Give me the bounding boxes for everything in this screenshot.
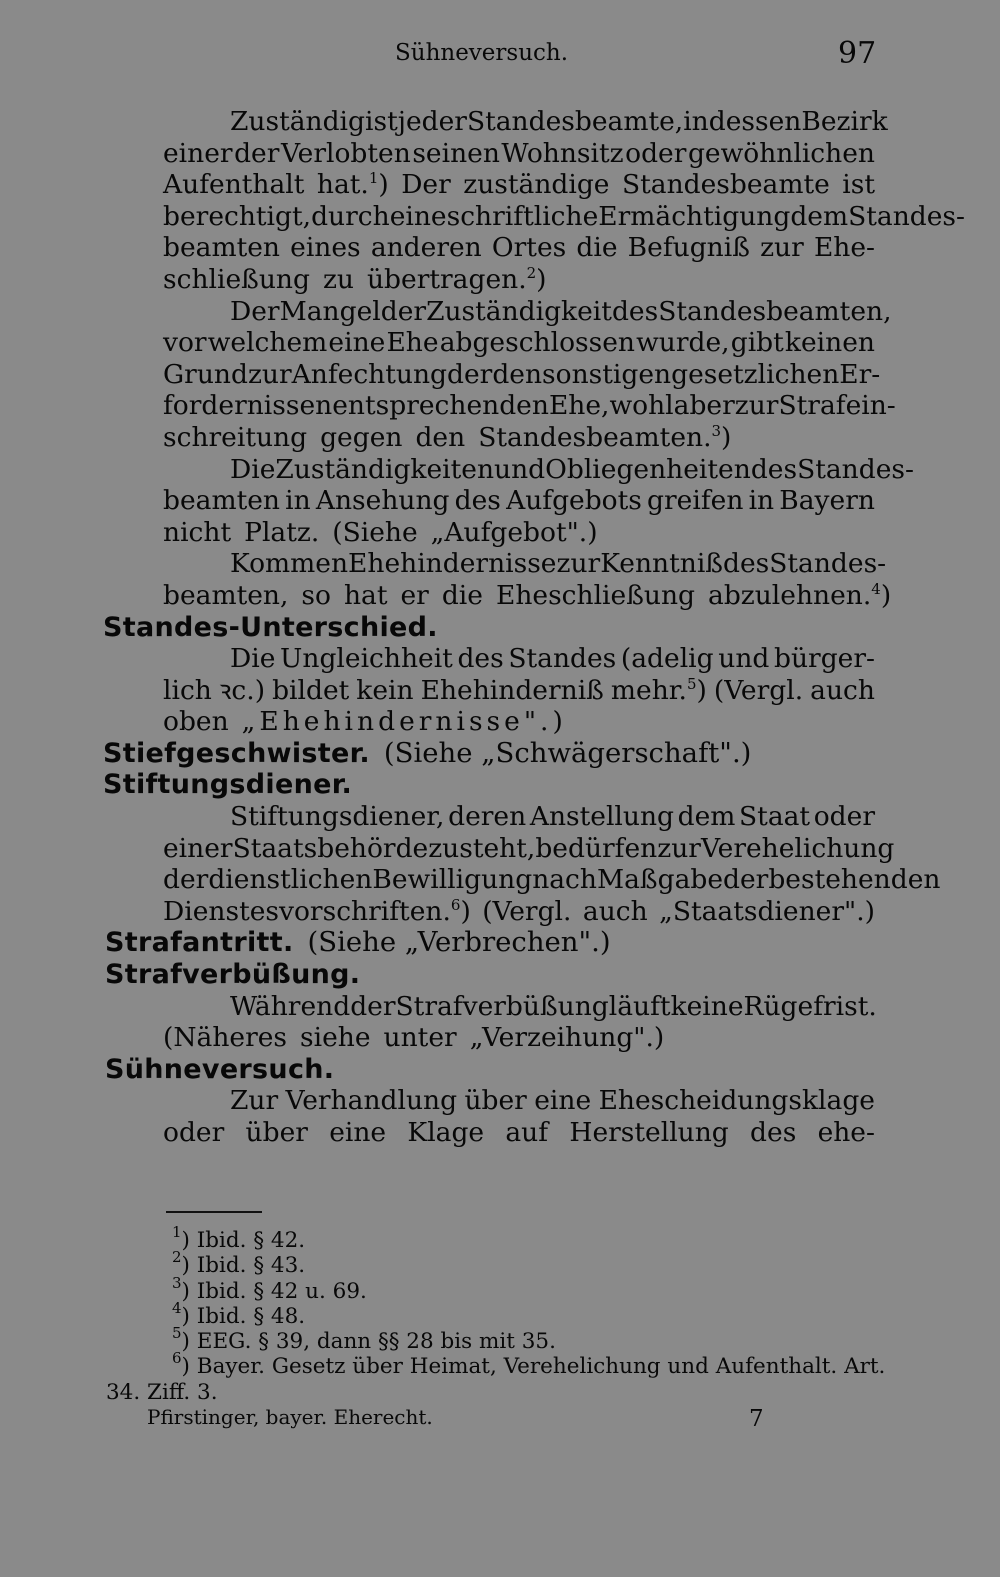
footnote: $^6$) Bayer. Gesetz über Heimat, Verehelichung und Aufenthalt. Art. [172, 1349, 886, 1380]
word: zur [734, 390, 779, 422]
sheet-number: 7 [749, 1406, 764, 1432]
word: dessen [708, 106, 802, 137]
text-line [230, 106, 888, 138]
word: Standesbeamten.$^3$) [478, 421, 732, 453]
word: „Aufgebot".) [430, 516, 598, 548]
word: „Staatsdiener".) [659, 895, 875, 927]
text-line [163, 864, 941, 896]
footnote-ref: 1 [368, 169, 379, 188]
heading-term: Stiefgeschwister. [103, 737, 370, 769]
word: Ansehung [315, 485, 450, 517]
word: sonstigen [542, 358, 672, 390]
word: vor [163, 327, 207, 359]
word: gibt [730, 327, 784, 359]
word: nicht [163, 516, 232, 548]
footnote-number: 1 [172, 1223, 182, 1241]
word: auf [505, 1117, 549, 1148]
word: (Vergl. [713, 674, 804, 706]
word: über [245, 1117, 308, 1148]
word: eine [534, 1085, 592, 1117]
word: läuft [608, 990, 671, 1022]
word: ist [842, 169, 875, 201]
word: Strafverbüßung [395, 990, 609, 1022]
text-line [163, 422, 875, 454]
footnote-number: 3 [172, 1273, 182, 1292]
footnote-number: 6 [172, 1349, 182, 1368]
word: Zuständigkeit [426, 295, 612, 327]
word: beamten, [163, 579, 289, 611]
text-line [163, 896, 875, 928]
word: er [400, 579, 429, 611]
word: welchem [207, 327, 328, 359]
word: Ehescheidungsklage [598, 1085, 875, 1117]
text-line [163, 832, 895, 865]
footnote: $^3$) Ibid. § 42 u. 69. [172, 1273, 367, 1304]
heading-term: Strafverbüßung. [105, 959, 361, 991]
word: zur [247, 358, 292, 390]
word: Verlobten [280, 137, 411, 169]
word: des [750, 453, 798, 485]
text-line [163, 517, 875, 549]
word: Der [401, 169, 451, 201]
footnote-number: 5 [172, 1324, 182, 1343]
word: schreitung [163, 421, 308, 453]
word: Herstellung [569, 1117, 729, 1148]
word: Ermächtigung [598, 200, 791, 232]
word: Standes- [769, 548, 887, 580]
word: den [492, 358, 543, 390]
footnote-text: Ibid. § 42 u. 69. [196, 1278, 367, 1304]
text-line [230, 643, 875, 675]
text-line [163, 264, 875, 296]
entry-heading [103, 612, 883, 644]
word: Standesbeamte, [466, 106, 684, 137]
word: übertragen.$^2$) [366, 263, 547, 295]
text-line [163, 327, 875, 359]
word: schließung [163, 263, 310, 295]
footnote-ref: 6 [450, 895, 461, 914]
footnote: $^1$) Ibid. § 42. [172, 1223, 306, 1253]
word: und [718, 643, 770, 675]
word: seinen [412, 137, 500, 169]
word: keinen [784, 327, 875, 359]
word: und [494, 453, 546, 485]
text-line [230, 1085, 875, 1117]
word: hat.$^1$) [316, 169, 389, 201]
word: keine [670, 990, 744, 1022]
word: Die [230, 643, 276, 675]
word: Ehehinderniß [420, 674, 604, 706]
word: einer [163, 832, 233, 864]
text-line [163, 169, 875, 201]
word: oder [813, 801, 875, 833]
word: Grund [163, 358, 248, 390]
heading-term: Standes-Unterschied. [103, 611, 438, 643]
footnote-text: 34. Ziff. 3. [106, 1379, 218, 1405]
word: Rügefrist. [743, 990, 877, 1022]
word: abgeschlossen [439, 327, 635, 359]
word: des [723, 548, 770, 580]
heading-term: Strafantritt. [105, 927, 294, 959]
cross-reference: (Siehe „Schwägerschaft".) [383, 736, 752, 769]
text-line [163, 675, 875, 707]
footnote-ref: 5 [686, 674, 697, 693]
word: Platz. [244, 516, 320, 548]
word: beamten [163, 485, 280, 517]
word: Kommen [230, 548, 349, 580]
word: Strafein- [778, 390, 896, 422]
word: Anstellung [529, 801, 674, 833]
word: (adelig [620, 643, 714, 675]
word: eines [290, 232, 361, 264]
word: zu [322, 263, 354, 295]
word: Obliegenheiten [545, 453, 751, 485]
word: durch [311, 200, 390, 232]
footnote: $^5$) EEG. § 39, dann §§ 28 bis mit 35. [172, 1324, 556, 1355]
footnote-number: 4 [172, 1298, 182, 1317]
word: den [415, 421, 466, 453]
word: nach [532, 864, 597, 896]
footnote-marker [172, 1299, 182, 1317]
footnote-marker [172, 1349, 182, 1367]
word: die [576, 232, 618, 264]
text-line [163, 232, 875, 264]
word: ꝛc.) [218, 674, 266, 706]
word: Standes [508, 643, 617, 675]
text-line [230, 295, 892, 328]
footnote-rule [166, 1211, 262, 1213]
heading-term: Sühneversuch. [105, 1053, 335, 1085]
footnote-marker [172, 1248, 182, 1266]
footnote [106, 1380, 892, 1405]
entry-heading [103, 769, 883, 801]
word: gewöhnlichen [687, 137, 875, 169]
word: des [750, 1117, 797, 1148]
word: des [611, 295, 659, 327]
word: so [301, 579, 331, 611]
text-line [230, 991, 875, 1023]
word: abzulehnen.$^4$) [708, 579, 892, 611]
page-number: 97 [838, 36, 877, 71]
footnote-text: Ibid. § 42. [196, 1228, 306, 1253]
word: bestehenden [768, 864, 941, 896]
word: Maßgabe [596, 864, 724, 896]
word: Zur [230, 1085, 279, 1117]
word: Wohnsitz [501, 137, 624, 169]
word: greifen [647, 485, 744, 517]
word: eine [389, 200, 447, 232]
text-line [163, 1117, 875, 1149]
word: Stiftungsdiener, [230, 801, 445, 833]
word: anderen [370, 232, 482, 264]
footnote-marker [172, 1274, 182, 1292]
footnote-text: Bayer. Gesetz über Heimat, Verehelichung und Aufenthalt. Art. [196, 1354, 886, 1380]
word: wohl [609, 390, 674, 422]
word: Standes- [848, 200, 965, 232]
word: unter [383, 1022, 457, 1054]
entry-heading [103, 738, 883, 770]
running-title: Sühneversuch. [395, 40, 569, 66]
word: Anfechtung [291, 358, 447, 390]
text-line [230, 548, 887, 580]
word: deren [448, 801, 527, 833]
word: oben [163, 706, 229, 738]
word: Bewilligung [372, 864, 533, 896]
text-line [163, 706, 875, 738]
word: über [464, 1085, 527, 1117]
text-line [163, 200, 965, 233]
word: Standes- [797, 453, 914, 485]
word: „Verzeihung".) [469, 1022, 665, 1054]
entry-heading [105, 1054, 883, 1086]
word: in [748, 485, 775, 517]
word: Aufenthalt [163, 169, 305, 201]
word: in [683, 106, 709, 137]
word: bildet [272, 674, 350, 706]
footer-signature: Pfirstinger, bayer. Eherecht. [147, 1405, 433, 1429]
footnote-ref: 3 [711, 421, 722, 440]
word: des [457, 643, 504, 675]
word: beamten [163, 232, 280, 264]
word: der [163, 864, 209, 896]
text-line [163, 485, 875, 517]
text-line [230, 453, 914, 486]
word: Kenntniß [600, 548, 723, 580]
footnote-ref: 4 [871, 579, 881, 598]
word: (Vergl. [482, 895, 572, 927]
word: zur [556, 548, 601, 580]
word: Die [230, 453, 276, 485]
word: bedürfen [535, 832, 658, 864]
word: (Siehe [332, 516, 418, 548]
word: auch [810, 674, 875, 706]
word: ehe- [817, 1117, 875, 1148]
word: Ortes [491, 232, 567, 264]
word: Ehe, [548, 390, 610, 422]
word: gegen [320, 421, 403, 453]
word: Ehe- [813, 232, 875, 264]
footnote-marker [172, 1324, 182, 1342]
word: Mangel [279, 295, 381, 327]
word: wurde, [636, 327, 730, 359]
word: schriftliche [446, 200, 599, 232]
word: berechtigt, [163, 200, 312, 232]
word: der [350, 990, 396, 1022]
text-line [230, 801, 875, 833]
word: Der [230, 295, 280, 327]
word: Aufgebots [506, 485, 642, 517]
text-line [163, 138, 875, 170]
word: Er- [839, 358, 881, 390]
word: in [285, 485, 311, 517]
word: zuständige [463, 169, 610, 201]
word: Bayern [779, 485, 875, 517]
word: zur [760, 232, 804, 264]
word: aber [673, 390, 735, 422]
word: Verehelichung [700, 832, 895, 864]
word: bürger- [774, 643, 875, 675]
word: der [380, 295, 427, 327]
word: oder [625, 137, 687, 169]
word: der [723, 864, 769, 896]
footnote-text: Ibid. § 43. [196, 1253, 306, 1279]
word: gesetzlichen [671, 358, 840, 390]
spaced-term: „Ehehindernisse".) [241, 706, 567, 738]
footnote: $^2$) Ibid. § 43. [172, 1248, 306, 1279]
word: Zuständigkeiten [275, 453, 495, 485]
word: Dienstesvorschriften.$^6$) [163, 895, 471, 927]
cross-reference: (Siehe „Verbrechen".) [307, 926, 611, 959]
main-text [103, 106, 965, 1149]
page-header [0, 36, 1000, 80]
footnote-text: EEG. § 39, dann §§ 28 bis mit 35. [196, 1329, 556, 1355]
word: Ehehindernisse [348, 548, 557, 580]
entry-heading [105, 927, 883, 959]
word: eine [328, 327, 386, 359]
word: dienstlichen [208, 864, 373, 896]
word: kein [356, 674, 414, 706]
word: mehr.$^5$) [610, 674, 707, 706]
footnote: $^4$) Ibid. § 48. [172, 1298, 306, 1329]
footnotes [106, 1223, 892, 1405]
word: Eheschließung [495, 579, 696, 611]
word: (Näheres [163, 1022, 288, 1054]
word: jeder [397, 106, 467, 137]
text-line [163, 1022, 875, 1054]
word: entsprechenden [332, 390, 549, 422]
word: auch [582, 895, 648, 927]
word: der [447, 358, 493, 390]
word: des [454, 485, 501, 517]
word: fordernissen [163, 390, 333, 422]
word: einer [163, 137, 233, 169]
word: der [234, 137, 280, 169]
word: Verhandlung [285, 1085, 458, 1117]
word: Standesbeamte [621, 169, 830, 201]
word: hat [343, 579, 388, 611]
footnote-marker [172, 1223, 182, 1241]
word: Zuständig [230, 106, 365, 137]
word: Standesbeamten, [658, 295, 892, 327]
word: Befugniß [627, 232, 750, 264]
word: Ungleichheit [280, 643, 453, 675]
text-line [163, 358, 881, 391]
word: zur [657, 832, 701, 864]
word: die [441, 579, 483, 611]
word: Während [230, 990, 351, 1022]
word: siehe [300, 1022, 371, 1054]
entry-heading [105, 959, 883, 991]
word: dem [677, 801, 736, 833]
word: eine [329, 1117, 387, 1148]
word: dem [790, 200, 849, 232]
text-line [163, 579, 892, 612]
word: lich [163, 674, 212, 706]
word: Bezirk [801, 106, 888, 137]
heading-term: Stiftungsdiener. [103, 769, 353, 801]
text-line [163, 390, 896, 422]
word: zusteht, [428, 832, 536, 864]
word: ist [365, 106, 398, 137]
word: Staat [739, 801, 811, 833]
footnote-number: 2 [172, 1248, 182, 1267]
word: Ehe [386, 327, 439, 359]
word: Klage [407, 1117, 485, 1148]
word: oder [163, 1117, 225, 1148]
word: Staatsbehörde [232, 832, 429, 864]
footnote-ref: 2 [526, 263, 537, 282]
footnote-text: Ibid. § 48. [196, 1303, 306, 1329]
